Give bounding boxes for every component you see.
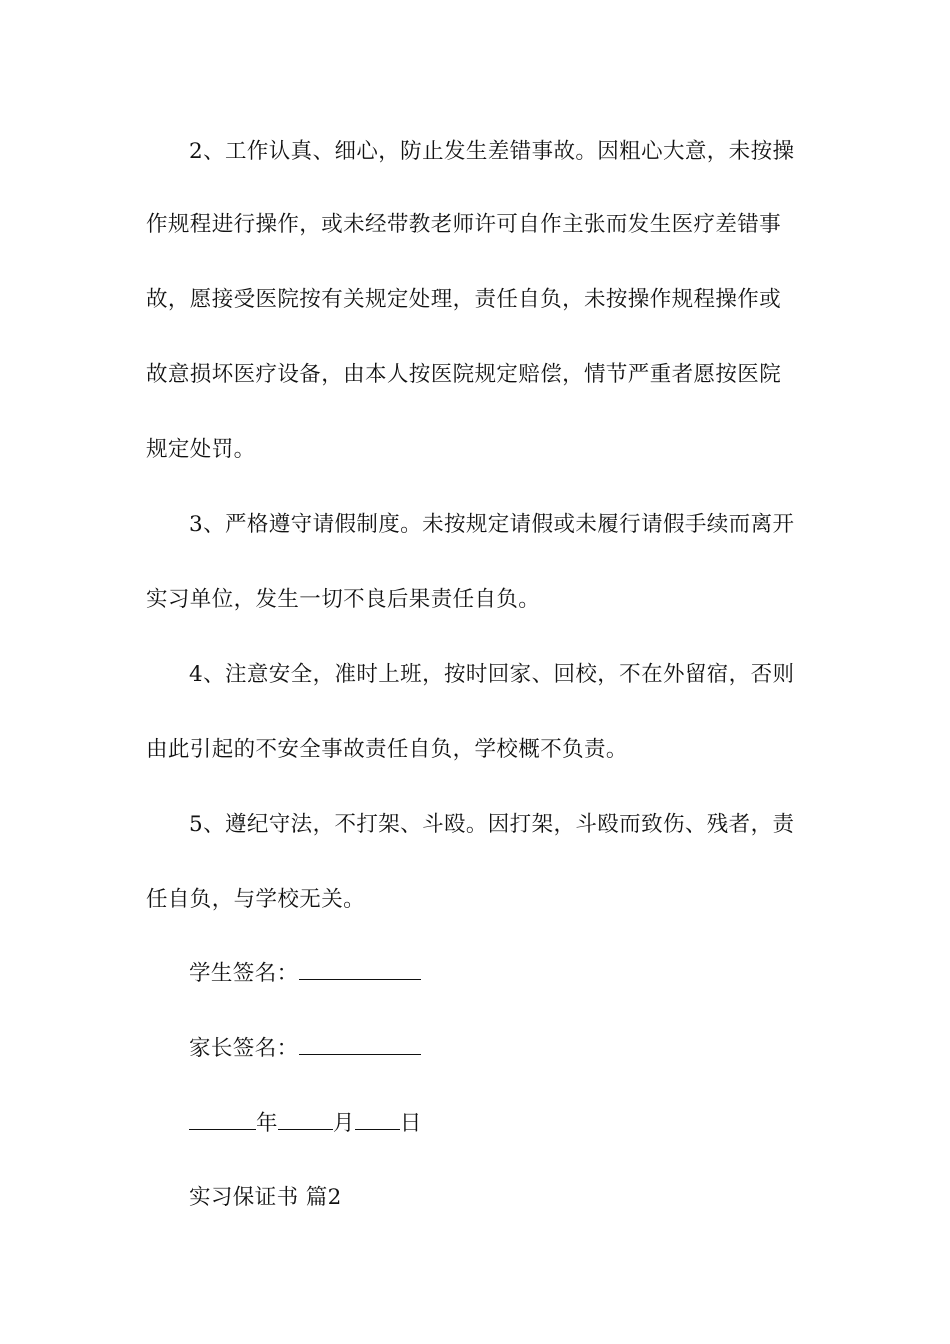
year-blank [189,1109,256,1130]
student-signature-row [189,959,849,989]
item-2-line-4: 故意损坏医疗设备，由本人按医院规定赔偿，情节严重者愿按医院 [146,362,782,387]
day-label: 日 [399,1111,422,1136]
item-5-line-2: 任自负，与学校无关。 [146,887,366,912]
item-3-line-2: 实习单位，发生一切不良后果责任自负。 [146,587,541,612]
student-signature-label: 学生签名： [189,961,299,986]
month-label: 月 [332,1111,355,1136]
item-3-line-1: 3、严格遵守请假制度。未按规定请假或未履行请假手续而离开 [189,512,795,537]
parent-signature-blank [299,1034,421,1055]
item-5-line-1: 5、遵纪守法，不打架、斗殴。因打架，斗殴而致伤、残者，责 [189,812,795,837]
date-row [189,1109,849,1139]
day-blank [355,1109,400,1130]
item-2-line-2: 作规程进行操作，或未经带教老师许可自作主张而发生医疗差错事 [146,212,782,237]
parent-signature-label: 家长签名： [189,1036,299,1061]
item-4-line-2: 由此引起的不安全事故责任自负，学校概不负责。 [146,737,628,762]
parent-signature-row [189,1034,849,1064]
next-section-title: 实习保证书 篇2 [189,1185,342,1210]
item-4-line-1: 4、注意安全，准时上班，按时回家、回校，不在外留宿，否则 [189,662,795,687]
item-2-line-5: 规定处罚。 [146,437,256,462]
student-signature-blank [299,959,421,980]
item-2-line-3: 故，愿接受医院按有关规定处理，责任自负，未按操作规程操作或 [146,287,782,312]
year-label: 年 [256,1111,278,1136]
month-blank [278,1109,333,1130]
item-2-line-1: 2、工作认真、细心，防止发生差错事故。因粗心大意，未按操 [189,139,795,164]
